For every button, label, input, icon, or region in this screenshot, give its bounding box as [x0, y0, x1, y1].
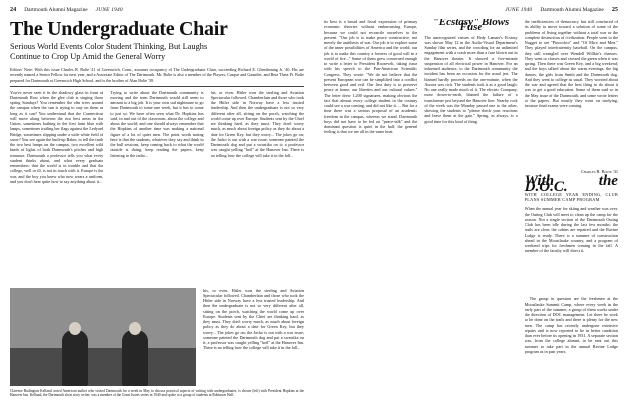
- section-text: The group in question are the freshmen at the Moosilauke Summit Camp, where every week in the early part of the summer, a group of them works under the direction of DOC management. Let there be work to be done on the trails and there is plenty for the new men. The camp has recently undergone extensive repairs and is now reported to be in better condition than ever before its opening in 1931. A separate section was, from the college alumni, to be sent out this summer to take part in the annual Ravine Lodge program as in past years.: [524, 296, 618, 354]
- headline: The Undergraduate Chair: [10, 18, 228, 40]
- article-column-2: [424, 19, 517, 420]
- page-header: [324, 6, 618, 13]
- photo-block: [10, 288, 304, 386]
- article-column-1: [10, 90, 103, 284]
- article-text: The unrecognized virtues of Hedy Lamarr's Ecstasy was shown May 12 in the Audio-Visual Department's Sunday film series, and the crowding for an unlimited engagement with a crash more than a fuse blown out in the Hanover theater. It showed a five-minute suspension of all electrical power in Hanover. For an informed audience, to the Dartmouth community the incident has been an occasion for the usual jest. The blamed hardly proceeds on the one-minute, when the Aurora was rich. The students took it as a good laugh: No one really made much of it. The electric Company, more down-to-earth, blamed the failure of a transformer just beyond the Hanover line. Nearby rock of the week was the Monday passed one to the other, showing the students to "please check your reactions and leave them at the gate." Spring, as always, is a good time for this kind of thing.: [424, 34, 518, 124]
- section-title: With the D.O.C.: [524, 173, 618, 195]
- person-figure: [122, 330, 148, 386]
- person-head: [69, 322, 81, 335]
- article-text: its best is a broad and fiscal expression of primary economic theories without embarrassing Europe, because we could not reconcile ourselves to the present. "Our job is to make peace constructive, not merely the antithesis of war. Our job is to explore some of the inner possibilities of America and the world; our job is to make this country a fortress of good will in a world of fire..." Some of them grew concerned enough to write a letter to President Roosevelt, taking issue with his speech to the Pan-American Scientific Congress. They wrote: "We do not believe that the present European war can be simplified into a conflict between good and evil. Our first duty is to preserve peace at home, our liberties and our cultural values." The letter drew 1,200 signatures, making obvious the fact that almost every college student in the country could see a war coming, and did not like it. ... But for a time there was a serious proposal of an academic freedom in the campus, whereas we stand. Dartmouth boys did not have to be fed on "peace-talk" and the dominant question is quiet in the hall; the general feeling is that we are all in the same boat.: [324, 19, 418, 135]
- article-text: You've never seen it in the shadowy glass in front of Dartmouth Row when the glee club is singing those spring Sundays? You remember the elm trees around the campus when the sun is trying to stay on them as long as it can? You understand that the Connecticut will move along between the two best areas in the Union, sometimes bathing in the first faint blue with lamps, sometimes trailing her flags against the Ledyard Bridge, sometimes slipping under a wide white field of snow? You see again the built-up Baker, to tell the truth the two best lamps on the campus, two excellent wild kinds of lights of both Dartmouth's pitches and high romance. Dartmouth a professor tells you what every student thinks about, and what every graduate remembers: that the world is in trouble and that the college, well or ill, is not in touch with it. Europe is the war, and the boy you knew who now wears a uniform, and you don't hear quite how to say anything about it...: [10, 89, 104, 184]
- editors-note: [10, 67, 304, 82]
- article-column-3-cont: [203, 288, 304, 386]
- article-text: his, or even. Hitler won the sterling and Aviation Spectacular followed. Chamberlain and those who took the Hitler side in Norway have a less trusted leadership. And then the undergraduate is not so very different after all, sitting on the porch, watching the world come up over Europe. Students sent by the Chief are thinking hard, as they must. They don't worry much, as much about foreign policy as they do about a date for Green Key, but they worry... The jokes go on; the Jacko is out with a war issue; someone painted the Dartmouth dog and put a swastika on it; a professor was caught yelling "heil" at the Hanover Inn. There is no telling how the college will take it in the fall...: [203, 287, 304, 351]
- photo: [10, 288, 196, 386]
- article-column-2: [110, 90, 203, 284]
- page-number: 25: [611, 6, 618, 13]
- magazine-title: Dartmouth Alumni Magazine: [540, 7, 604, 13]
- article-columns: [10, 90, 304, 284]
- article-columns: [324, 19, 618, 420]
- issue-date: JUNE 1940: [505, 7, 533, 13]
- page-header: [10, 6, 304, 13]
- right-page: [314, 0, 628, 420]
- deck: Serious World Events Color Student Thinking, But Laughs Continue to Crop Up Amid the General Worry: [10, 42, 208, 61]
- page-number: 24: [10, 6, 17, 13]
- article-column-3: [211, 90, 304, 284]
- article-text: Trying to write about the Dartmouth community is moving and the term Dartmouth would still seem to amount to a big job. It is your own sad nightmare to go from Dartmouth to some one week, but it has to come to just so. We have often seen what Dr. Hopkins has said, in and out of the classroom, about the college and about the world; and one should always remember that the Hopkins of another time was making a national figure of a lot of quiet men. The point worth noting here is that the students, whatever they say and think in the bull sessions, keep coming back to what the world outside is doing, keep reading the papers, keep listening to the radio...: [110, 89, 204, 158]
- subhead: "Ecstasy" Blows Fuse: [432, 19, 510, 34]
- issue-date: JUNE 1940: [95, 7, 123, 13]
- article-column-1: [324, 19, 417, 420]
- divider: [10, 86, 304, 87]
- signature: Charles B. Bolte '41: [580, 169, 618, 174]
- person-figure: [62, 330, 88, 386]
- editors-note-text: Editors' Note: With this issue Charles B. Bolte '41 of Greenwich, Conn., assumes occupancy of The Undergraduate Chair, succeeding Richard E. Glendinning Jr. '40. His are recently named a Senior Fellow for next year, and a Associate Editor of The Dartmouth. Mr. Bolte is also a member of the Players, Casque and Gauntlet, and Beta Theta Pi. Bolte prepared for Dartmouth at Greenwich High School, and is the brother of Alan Bolte '39.: [10, 67, 304, 83]
- article-text: the inefficiencies of democracy but still convinced of its ability to move toward a solution of some of the problems of living together without a total war or the complete destruction of civilization. People went to the Nugget to see "Pinocchio" and "Of Mice and Men." They played interfraternity baseball. On the campus, they still wrangled over Wendell Willkie's chances. They went to classes and crossed the green when it was spring. Then there was Green Key, and a big weekend; and the boys talked about the warm evenings, the big dances, the girls from Smith and the Dartmouth dog. And they went to college as usual. They worried about the war and agreed that the best thing to do about it was to get a good education. Some of them said so in the May issue of the Dartmouth, and some wrote letters to the papers. But mostly they went on studying, because final exams were coming.: [524, 19, 618, 108]
- article-text: his, or even. Hitler won the sterling and Aviation Spectacular followed. Chamberlain and those who took the Hitler side in Norway have a less trusted leadership. And then the undergraduate is not so very different after all, sitting on the porch, watching the world come up over Europe. Students sent by the Chief are thinking hard, as they must. They don't worry much, as much about foreign policy as they do about a date for Green Key, but they worry... The jokes go on; the Jacko is out with a war issue; someone painted the Dartmouth dog and put a swastika on it; a professor was caught yelling "heil" at the Hanover Inn. There is no telling how the college will take it in the fall...: [210, 89, 304, 158]
- article-column-3: [525, 19, 618, 420]
- magazine-title: Dartmouth Alumni Magazine: [24, 7, 88, 13]
- section-deck: WITH COLLEGE YEAR ENDING, CLUB PLANS SUMMER CAMP PROGRAM: [524, 191, 618, 202]
- section-text: When the annual year for skiing and weather was over, the Outing Club will meet to clean up the camp for the season. Not a single section of the Dartmouth Outing Club has been idle during the last few months; the trails are clear, the cabins are repaired and the Ravine Lodge is ready. There is a summer of construction ahead in the Moosilauke country, and a program of weekend trips for freshmen coming in the fall. A member of the faculty will direct it.: [524, 206, 618, 254]
- photo-caption: Clarence Budington Kelland, noted American author who visited Dartmouth for a week in May to discuss practical aspects of writing with undergraduates, is shown (left) with President Hopkins at the Hanover Inn. Kelland, the Dartmouth short story writer, was a member of the Great Issues series in 1940 and spoke to a group of students at Robinson Hall.: [10, 388, 304, 397]
- person-head: [129, 322, 141, 335]
